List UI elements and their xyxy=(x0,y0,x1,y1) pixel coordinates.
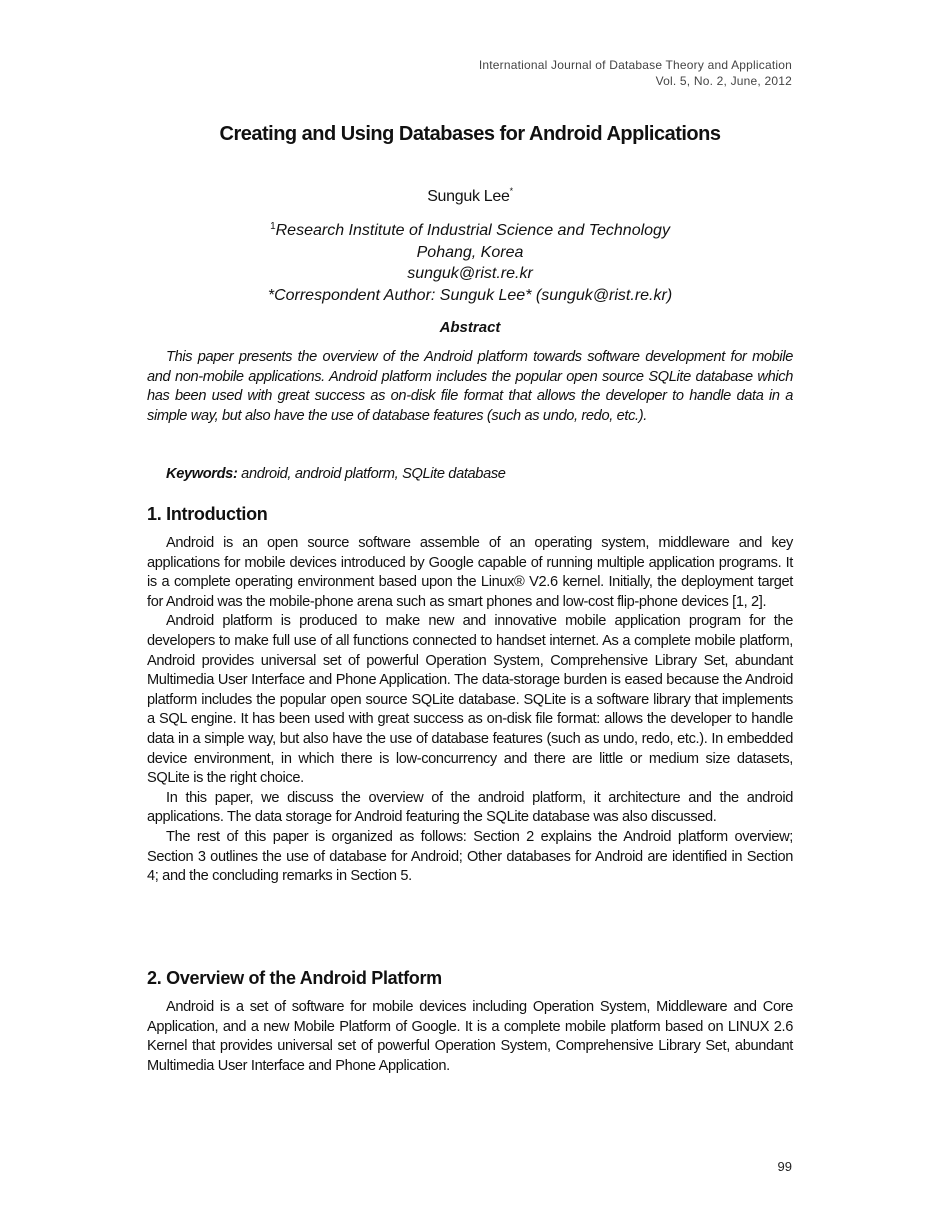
correspondent-author: *Correspondent Author: Sunguk Lee* (sunguk@rist.re.kr) xyxy=(267,286,673,304)
author-affiliation: $^1$Research Institute of Industrial Science and Technology xyxy=(270,221,670,239)
affiliation-mark: 1 xyxy=(270,221,276,232)
page-number: 99 xyxy=(777,1159,792,1174)
section-body-introduction xyxy=(147,534,793,887)
author-location: Pohang, Korea xyxy=(416,243,524,261)
author-block xyxy=(147,181,793,306)
abstract-heading: Abstract xyxy=(439,319,501,336)
abstract-text: This paper presents the overview of the Android platform towards software development for mobile and non-mobile applications. Android platform includes the popular open source SQLite database which has been used with great success as on-disk file format that allows the developer to handle data in a simple way, but also have the use of database features (such as undo, redo, etc.). xyxy=(147,349,793,424)
author-email[interactable]: sunguk@rist.re.kr xyxy=(407,265,533,282)
section-body-overview xyxy=(147,998,793,1076)
paper-title: Creating and Using Databases for Android Applications xyxy=(219,123,721,145)
keywords-text: android, android platform, SQLite database xyxy=(237,466,506,482)
section-heading-introduction: 1. Introduction xyxy=(147,504,268,524)
keywords-label: Keywords: xyxy=(166,466,238,482)
author-name-mark: * xyxy=(509,186,513,196)
paragraph: The rest of this paper is organized as follows: Section 2 explains the Android platform overview; Section 3 outlines the use of database for Android; Other databases for Android are identified in Section 4; and the concluding remarks in Section 5. xyxy=(147,828,793,885)
journal-volume: Vol. 5, No. 2, June, 2012 xyxy=(655,74,792,88)
running-head xyxy=(479,57,792,89)
keywords xyxy=(147,464,793,484)
section-heading-overview: 2. Overview of the Android Platform xyxy=(147,968,442,988)
author-name: Sunguk Lee* xyxy=(427,186,513,205)
paragraph: Android platform is produced to make new and innovative mobile application program for the developers to make full use of all functions connected to handset internet. As a complete mobile platform, Android provides universal set of powerful Operation System, Comprehensive Library Set, abundant Multimedia User Interface and Phone Application. The data-storage burden is eased because the Android platform includes the popular open source SQLite database. SQLite is a software library that implements a SQL engine. It has been used with great success as on-disk file format: allows the developer to handle data in a simple way, but also have the use of database features (such as undo, redo, etc.). In embedded device environment, in which there is low-concurrency and there are little or medium size datasets, SQLite is the right choice. xyxy=(147,613,793,787)
paragraph: Android is an open source software assemble of an operating system, middleware and key applications for mobile devices introduced by Google capable of running multiple application programs. It is a complete operating environment based upon the Linux® V2.6 kernel. Initially, the deployment target for Android was the mobile-phone arena such as smart phones and low-cost flip-phone devices [1, 2]. xyxy=(147,535,793,610)
paragraph: Android is a set of software for mobile devices including Operation System, Middleware and Core Application, and a new Mobile Platform of Google. It is a complete mobile platform based on LINUX 2.6 Kernel that provides universal set of powerful Operation System, Comprehensive Library Set, abundant Multimedia User Interface and Phone Application. xyxy=(147,999,793,1074)
journal-name: International Journal of Database Theory and Application xyxy=(478,58,792,72)
paragraph: In this paper, we discuss the overview of the android platform, it architecture and the android applications. The data storage for Android featuring the SQLite database was also discussed. xyxy=(147,789,793,826)
